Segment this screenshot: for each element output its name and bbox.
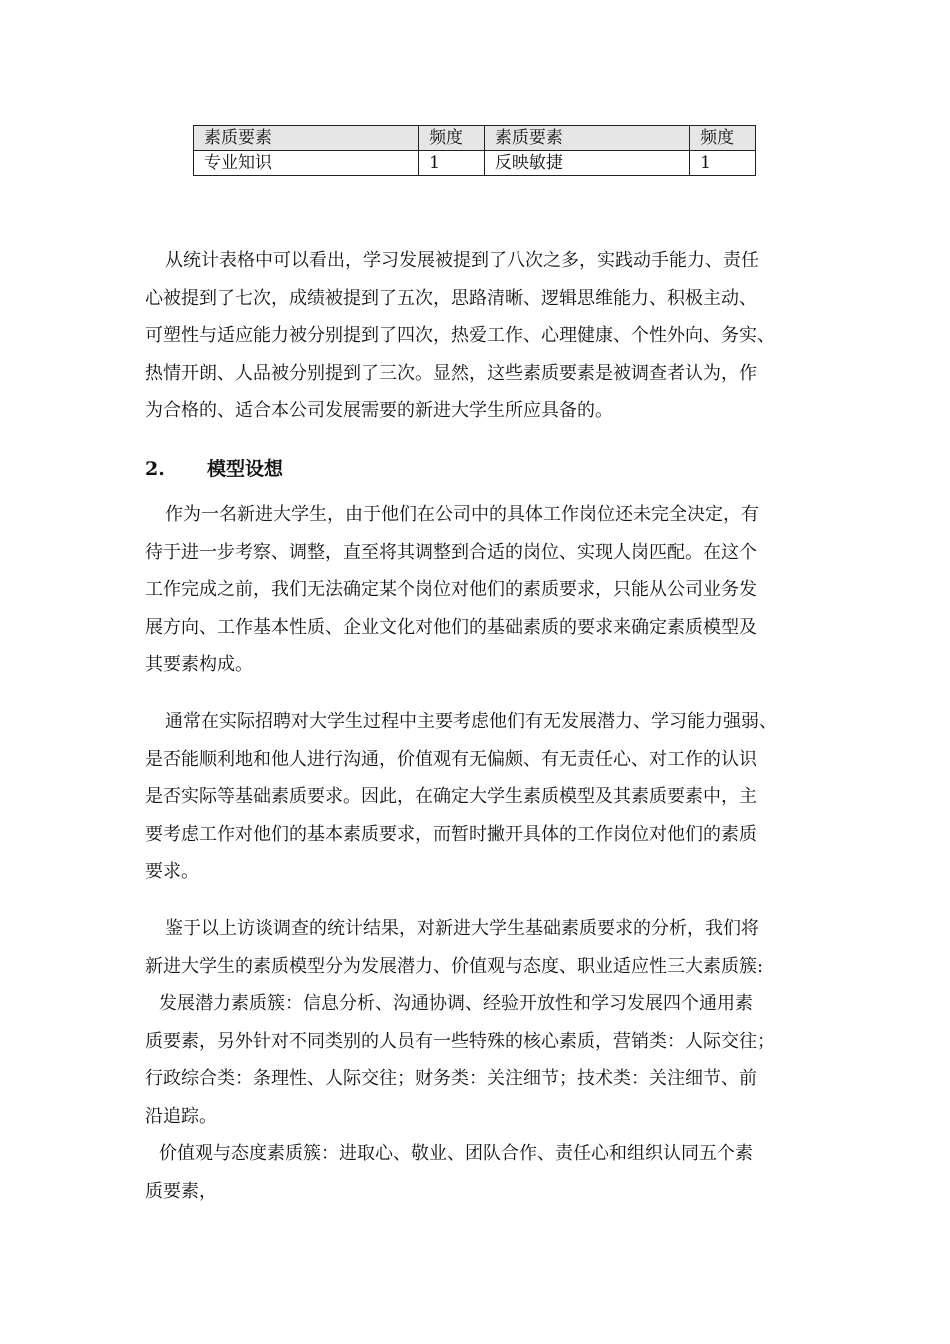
text-line: 作为一名新进大学生，由于他们在公司中的具体工作岗位还未完全决定，有: [165, 504, 759, 525]
text-line: 其要素构成。: [145, 654, 253, 675]
text-line: 沿追踪。: [145, 1105, 217, 1127]
paragraph-model-assumption: [145, 496, 805, 684]
paragraph-competency-clusters: [145, 910, 805, 1210]
text-line: 价值观与态度素质簇：进取心、敬业、团队合作、责任心和组织认同五个素: [159, 1143, 753, 1164]
text-line: 质要素，另外针对不同类别的人员有一些特殊的核心素质，营销类：人际交往；: [145, 1030, 775, 1052]
table-row: [194, 151, 756, 176]
paragraph-recruitment-considerations: [145, 703, 805, 891]
text-line: 热情开朗、人品被分别提到了三次。显然，这些素质要素是被调查者认为，作: [145, 362, 757, 384]
section-heading: [145, 455, 283, 483]
table-cell: 1: [419, 151, 485, 176]
text-line: 鉴于以上访谈调查的统计结果，对新进大学生基础素质要求的分析，我们将: [165, 918, 759, 939]
text-line: 要求。: [145, 861, 199, 882]
text-line: 待于进一步考察、调整，直至将其调整到合适的岗位、实现人岗匹配。在这个: [145, 541, 757, 563]
table-cell: 反映敏捷: [484, 151, 689, 176]
frequency-table: [193, 125, 756, 176]
section-title: 模型设想: [207, 458, 284, 480]
table-header-cell: 频度: [419, 126, 485, 151]
text-line: 展方向、工作基本性质、企业文化对他们的基础素质的要求来确定素质模型及: [145, 616, 757, 638]
section-number: 2.: [145, 458, 165, 480]
table-header-row: [194, 126, 756, 151]
table-header-cell: 素质要素: [484, 126, 689, 151]
table-cell: 专业知识: [194, 151, 419, 176]
text-line: 为合格的、适合本公司发展需要的新进大学生所应具备的。: [145, 400, 613, 421]
paragraph-statistics-summary: [145, 242, 805, 430]
text-line: 是否能顺利地和他人进行沟通，价值观有无偏颇、有无责任心、对工作的认识: [145, 748, 757, 770]
text-line: 要考虑工作对他们的基本素质要求，而暂时撇开具体的工作岗位对他们的素质: [145, 823, 757, 845]
text-line: 工作完成之前，我们无法确定某个岗位对他们的素质要求，只能从公司业务发: [145, 579, 757, 600]
text-line: 心被提到了七次，成绩被提到了五次，思路清晰、逻辑思维能力、积极主动、: [145, 287, 757, 309]
text-line: 新进大学生的素质模型分为发展潜力、价值观与态度、职业适应性三大素质簇:: [145, 955, 764, 977]
text-line: 通常在实际招聘对大学生过程中主要考虑他们有无发展潜力、学习能力强弱、: [165, 711, 777, 732]
text-line: 从统计表格中可以看出，学习发展被提到了八次之多，实践动手能力、责任: [165, 250, 759, 271]
text-line: 发展潜力素质簇：信息分析、沟通协调、经验开放性和学习发展四个通用素: [159, 993, 753, 1014]
table-cell: 1: [690, 151, 756, 176]
table-header-cell: 频度: [690, 126, 756, 151]
table-header-cell: 素质要素: [194, 126, 419, 151]
text-line: 质要素，: [145, 1180, 217, 1202]
text-line: 是否实际等基础素质要求。因此，在确定大学生素质模型及其素质要素中，主: [145, 786, 757, 807]
text-line: 行政综合类：条理性、人际交往；财务类：关注细节；技术类：关注细节、前: [145, 1068, 757, 1089]
text-line: 可塑性与适应能力被分别提到了四次，热爱工作、心理健康、个性外向、务实、: [145, 325, 775, 346]
